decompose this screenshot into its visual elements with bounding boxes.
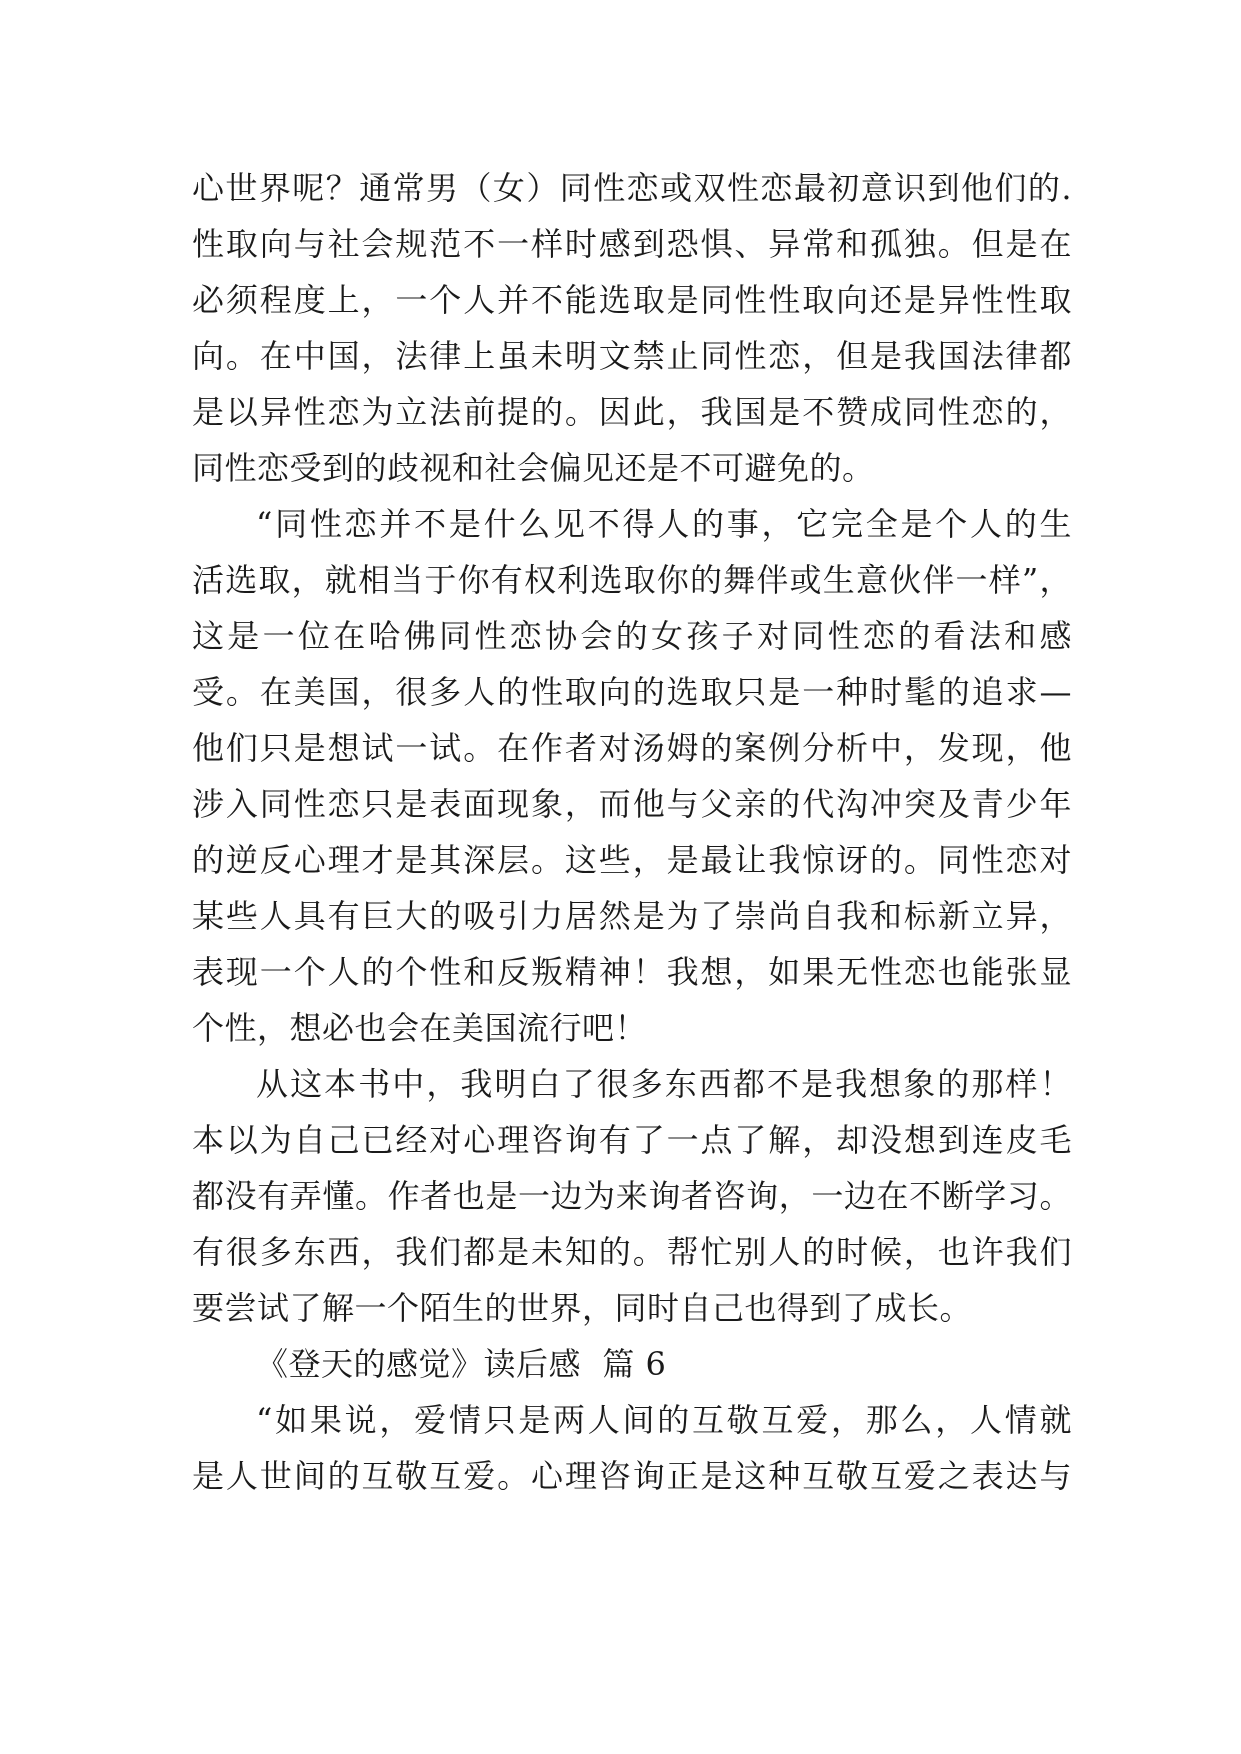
text-line: 受。在美国，很多人的性取向的选取只是一种时髦的追求— [192,673,1072,711]
text-line: 必须程度上，一个人并不能选取是同性性取向还是异性性取 [192,281,1072,319]
text-line: 要尝试了解一个陌生的世界，同时自己也得到了成长。 [192,1289,973,1327]
text-line: 同性恋受到的歧视和社会偏见还是不可避免的。 [192,449,875,487]
text-line: 都没有弄懂。作者也是一边为来询者咨询，一边在不断学习。 [192,1177,1072,1215]
text-line: 有很多东西，我们都是未知的。帮忙别人的时候，也许我们 [192,1233,1072,1271]
text-line: 的逆反心理才是其深层。这些，是最让我惊讶的。同性恋对 [192,841,1072,879]
text-line: 活选取，就相当于你有权利选取你的舞伴或生意伙伴一样”， [192,561,1072,599]
text-line: 这是一位在哈佛同性恋协会的女孩子对同性恋的看法和感 [192,617,1072,655]
text-line: 心世界呢？通常男（女）同性恋或双性恋最初意识到他们的. [192,169,1072,207]
text-line: 表现一个人的个性和反叛精神！我想，如果无性恋也能张显 [192,953,1072,991]
section-heading: 《登天的感觉》读后感 篇 6 [256,1345,667,1383]
text-line: 个性，想必也会在美国流行吧！ [192,1009,648,1047]
text-line: 是人世间的互敬互爱。心理咨询正是这种互敬互爱之表达与 [192,1457,1072,1495]
text-line: 从这本书中，我明白了很多东西都不是我想象的那样！ [256,1065,1072,1103]
text-line: 他们只是想试一试。在作者对汤姆的案例分析中，发现，他 [192,729,1072,767]
text-line: 是以异性恋为立法前提的。因此，我国是不赞成同性恋的， [192,393,1072,431]
text-line: “同性恋并不是什么见不得人的事，它完全是个人的生 [256,505,1072,543]
text-line: 某些人具有巨大的吸引力居然是为了崇尚自我和标新立异， [192,897,1072,935]
text-line: 性取向与社会规范不一样时感到恐惧、异常和孤独。但是在 [192,225,1072,263]
text-line: 本以为自己已经对心理咨询有了一点了解，却没想到连皮毛 [192,1121,1072,1159]
text-line: “如果说，爱情只是两人间的互敬互爱，那么，人情就 [256,1401,1072,1439]
text-line: 涉入同性恋只是表面现象，而他与父亲的代沟冲突及青少年 [192,785,1072,823]
document-body [192,160,1072,1504]
text-line: 向。在中国，法律上虽未明文禁止同性恋，但是我国法律都 [192,337,1072,375]
